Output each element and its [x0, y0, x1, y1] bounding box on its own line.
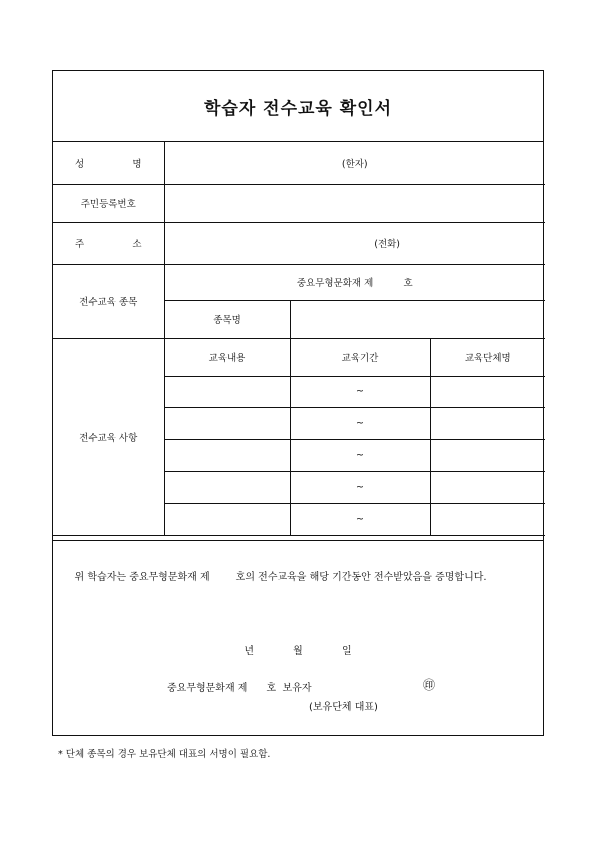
address-label	[53, 222, 164, 264]
period-cell[interactable]: ~	[290, 439, 430, 471]
document-title: 학습자 전수교육 확인서	[203, 98, 393, 119]
organization-cell[interactable]	[430, 439, 545, 471]
resident-number-label: 주민등록번호	[53, 184, 164, 222]
seal-icon: ㊞	[423, 678, 436, 692]
period-cell[interactable]: ~	[290, 471, 430, 503]
address-label-part1: 주	[75, 239, 85, 250]
header-organization: 교육단체명	[430, 338, 545, 376]
header-content: 교육내용	[164, 338, 290, 376]
content-cell[interactable]	[164, 376, 290, 407]
category-name-value-cell[interactable]	[290, 300, 545, 338]
period-cell[interactable]: ~	[290, 407, 430, 439]
statement-part2: 호의 전수교육을 해당 기간동안 전수받았음을 증명합니다.	[235, 572, 487, 583]
content-cell[interactable]	[164, 439, 290, 471]
name-label-part2: 명	[132, 158, 142, 170]
hanja-note: (한자)	[341, 158, 368, 170]
address-label-part2: 소	[132, 239, 142, 250]
form-grid	[53, 142, 545, 536]
content-cell[interactable]	[164, 471, 290, 503]
name-label	[53, 142, 164, 184]
content-cell[interactable]	[164, 503, 290, 535]
statement-part1: 위 학습자는 중요무형문화재 제	[74, 572, 210, 583]
organization-cell[interactable]	[430, 376, 545, 407]
representative-note: (보유단체 대표)	[309, 702, 378, 713]
heritage-number-cell[interactable]	[164, 264, 545, 300]
footnote: * 단체 종목의 경우 보유단체 대표의 서명이 필요함.	[58, 749, 271, 760]
education-header-row	[53, 338, 545, 376]
period-cell[interactable]: ~	[290, 376, 430, 407]
name-row	[53, 142, 545, 184]
date-line: 년 월 일	[244, 646, 352, 657]
education-label: 전수교육 사항	[53, 338, 164, 535]
category-label: 전수교육 종목	[53, 264, 164, 338]
organization-cell[interactable]	[430, 503, 545, 535]
heritage-number-text: 중요무형문화재 제 호	[296, 278, 413, 289]
phone-note: (전화)	[374, 239, 401, 250]
period-cell[interactable]: ~	[290, 503, 430, 535]
category-name-label: 종목명	[164, 300, 290, 338]
certificate-form	[52, 70, 544, 736]
address-value-cell[interactable]	[164, 222, 545, 264]
address-row	[53, 222, 545, 264]
owner-line: 중요무형문화재 제 호 보유자	[167, 683, 312, 694]
resident-number-row	[53, 184, 545, 222]
certification-statement	[65, 569, 529, 586]
category-row-1	[53, 264, 545, 300]
organization-cell[interactable]	[430, 407, 545, 439]
title-row	[53, 71, 543, 142]
resident-number-value-cell[interactable]	[164, 184, 545, 222]
certification-section	[53, 540, 543, 737]
organization-cell[interactable]	[430, 471, 545, 503]
name-label-part1: 성	[75, 158, 85, 170]
content-cell[interactable]	[164, 407, 290, 439]
header-period: 교육기간	[290, 338, 430, 376]
name-value-cell[interactable]	[164, 142, 545, 184]
